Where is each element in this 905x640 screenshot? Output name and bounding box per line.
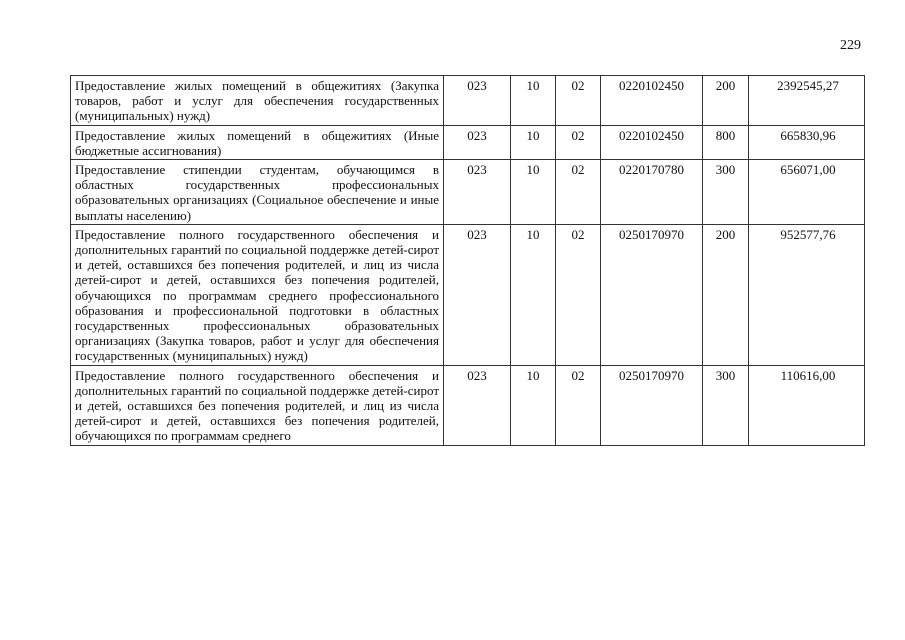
row-subsection-code: 02 (556, 365, 601, 445)
row-section-code: 10 (511, 125, 556, 159)
row-ministry-code: 023 (444, 365, 511, 445)
row-amount: 952577,76 (749, 224, 865, 365)
budget-table (70, 75, 865, 446)
row-target-article-code: 0220102450 (601, 125, 703, 159)
row-amount: 110616,00 (749, 365, 865, 445)
page-number: 229 (840, 38, 861, 53)
row-expense-type-code: 200 (703, 224, 749, 365)
row-subsection-code: 02 (556, 125, 601, 159)
row-target-article-code: 0250170970 (601, 224, 703, 365)
row-ministry-code: 023 (444, 160, 511, 225)
row-target-article-code: 0220170780 (601, 160, 703, 225)
row-section-code: 10 (511, 224, 556, 365)
row-ministry-code: 023 (444, 224, 511, 365)
row-target-article-code: 0250170970 (601, 365, 703, 445)
row-section-code: 10 (511, 365, 556, 445)
table-row (71, 76, 865, 126)
row-amount: 665830,96 (749, 125, 865, 159)
table-row (71, 125, 865, 159)
row-description: Предоставление жилых помещений в общежитиях (Иные бюджетные ассигнования) (71, 125, 444, 159)
table-row (71, 224, 865, 365)
row-description: Предоставление стипендии студентам, обучающимся в областных государственных профессиональных образовательных организациях (Социальное обеспечение и иные выплаты населению) (71, 160, 444, 225)
row-description: Предоставление полного государственного обеспечения и дополнительных гарантий по социальной поддержке детей-сирот и детей, оставшихся без попечения родителей, и лиц из числа детей-сирот и детей, оставшихся без попечения родителей, обучающихся по программам среднего (71, 365, 444, 445)
row-amount: 656071,00 (749, 160, 865, 225)
row-subsection-code: 02 (556, 76, 601, 126)
row-expense-type-code: 800 (703, 125, 749, 159)
row-description: Предоставление жилых помещений в общежитиях (Закупка товаров, работ и услуг для обеспечения государственных (муниципальных) нужд) (71, 76, 444, 126)
row-section-code: 10 (511, 160, 556, 225)
row-expense-type-code: 200 (703, 76, 749, 126)
row-subsection-code: 02 (556, 160, 601, 225)
row-section-code: 10 (511, 76, 556, 126)
row-target-article-code: 0220102450 (601, 76, 703, 126)
table-row (71, 365, 865, 445)
row-expense-type-code: 300 (703, 160, 749, 225)
row-subsection-code: 02 (556, 224, 601, 365)
row-ministry-code: 023 (444, 125, 511, 159)
row-description: Предоставление полного государственного обеспечения и дополнительных гарантий по социальной поддержке детей-сирот и детей, оставшихся без попечения родителей, и лиц из числа детей-сирот и детей, оставшихся без попечения родителей, обучающихся по программам среднего профессионального образования и профессиональной подготовки в областных государственных профессиональных образовательных организациях (Закупка товаров, работ и услуг для обеспечения государственных (муниципальных) нужд) (71, 224, 444, 365)
table-row (71, 160, 865, 225)
row-expense-type-code: 300 (703, 365, 749, 445)
row-ministry-code: 023 (444, 76, 511, 126)
row-amount: 2392545,27 (749, 76, 865, 126)
